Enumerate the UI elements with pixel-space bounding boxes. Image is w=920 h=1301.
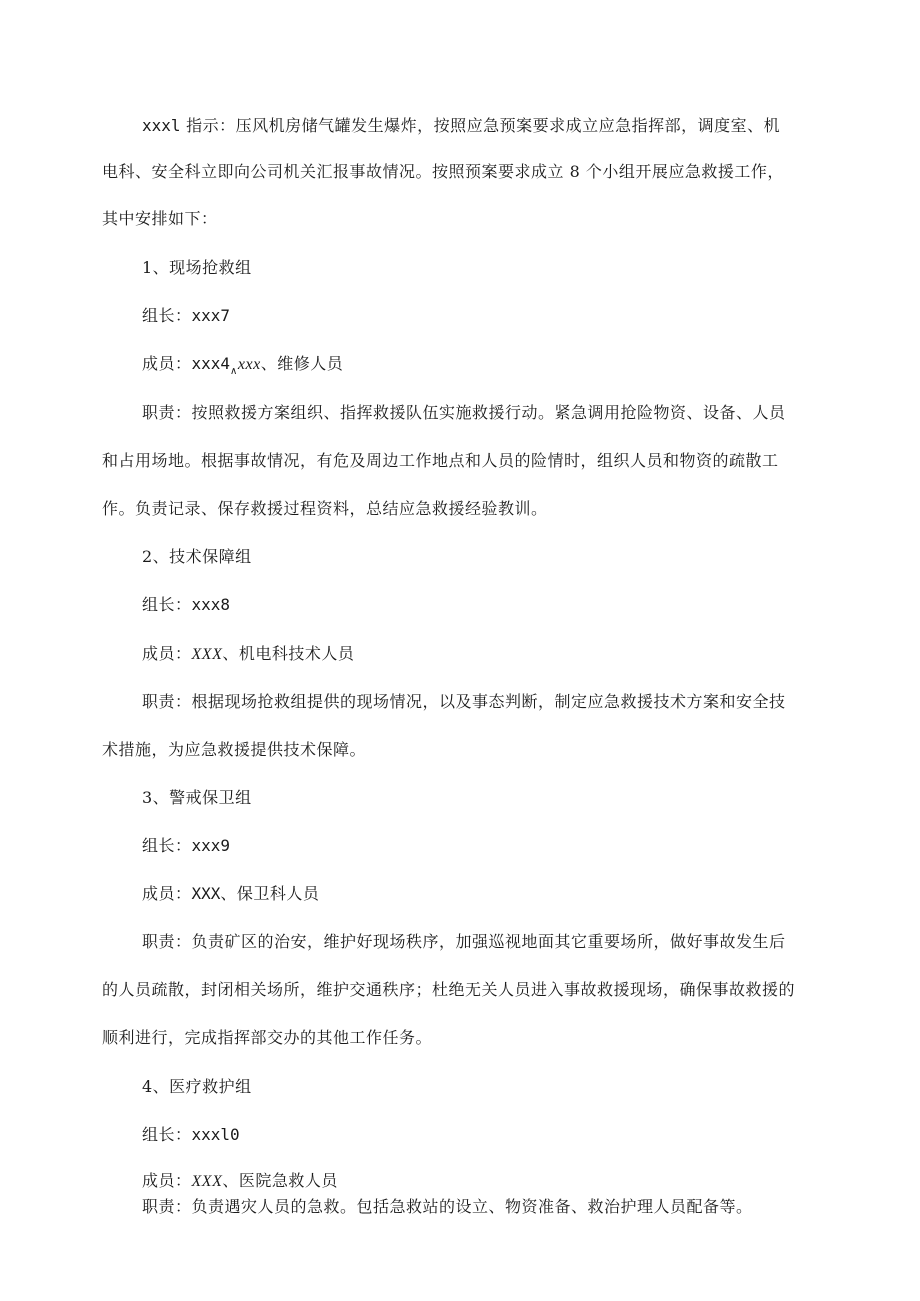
- intro-line-2: 电科、安全科立即向公司机关汇报事故情况。按照预案要求成立 8 个小组开展应急救援工作，: [102, 162, 784, 181]
- group-1-heading: 1、现场抢救组: [142, 258, 252, 277]
- group-1-duty-line-3: 作。负责记录、保存救援过程资料，总结应急救援经验教训。: [102, 499, 548, 518]
- members-rest: 、机电科技术人员: [222, 644, 355, 663]
- group-3-duty-line-2: 的人员疏散，封闭相关场所，维护交通秩序；杜绝无关人员进入事故救援现场，确保事故救援的: [102, 980, 796, 999]
- leader-label: 组长：: [142, 836, 192, 855]
- leader-value: xxx9: [191, 836, 231, 855]
- intro-line-1: [142, 116, 862, 136]
- members-label: 成员：: [142, 644, 192, 663]
- leader-value: xxxl0: [191, 1125, 240, 1144]
- members-sub: ∧: [230, 366, 238, 377]
- group-4-leader: [142, 1125, 862, 1145]
- intro-text-1: 指示：压风机房储气罐发生爆炸，按照应急预案要求成立应急指挥部，调度室、机: [180, 116, 781, 135]
- members-rest: 、医院急救人员: [222, 1171, 338, 1190]
- group-1-leader: [142, 306, 862, 326]
- leader-value: xxx7: [191, 306, 231, 325]
- group-1-duty-line-2: 和占用场地。根据事故情况，有危及周边工作地点和人员的险情时，组织人员和物资的疏散工: [102, 451, 779, 470]
- group-4-members: [142, 1171, 862, 1191]
- members-label: 成员：: [142, 884, 192, 903]
- group-2-duty-line-2: 术措施，为应急救援提供技术保障。: [102, 740, 367, 759]
- group-2-duty-line-1: 职责：根据现场抢救组提供的现场情况，以及事态判断，制定应急救援技术方案和安全技: [142, 692, 786, 711]
- group-4-duty-line-1: 职责：负责遇灾人员的急救。包括急救站的设立、物资准备、救治护理人员配备等。: [142, 1197, 753, 1216]
- group-3-members: [142, 884, 862, 904]
- group-2-leader: [142, 595, 862, 615]
- group-3-leader: [142, 836, 862, 856]
- members-value: xxx4: [191, 354, 231, 373]
- group-1-members: [142, 354, 862, 377]
- intro-code: xxxl: [142, 116, 181, 135]
- leader-value: xxx8: [191, 595, 231, 614]
- group-3-duty-line-3: 顺利进行，完成指挥部交办的其他工作任务。: [102, 1028, 433, 1047]
- leader-label: 组长：: [142, 1125, 192, 1144]
- members-label: 成员：: [142, 1171, 192, 1190]
- intro-line-3: 其中安排如下：: [102, 209, 218, 228]
- members-value: XXX: [191, 884, 221, 903]
- members-italic: XXX: [191, 1173, 223, 1190]
- group-1-duty-line-1: 职责：按照救援方案组织、指挥救援队伍实施救援行动。紧急调用抢险物资、设备、人员: [142, 403, 786, 422]
- group-4-heading: 4、医疗救护组: [142, 1077, 252, 1096]
- group-2-heading: 2、技术保障组: [142, 547, 252, 566]
- leader-label: 组长：: [142, 306, 192, 325]
- members-rest: 、维修人员: [260, 354, 344, 373]
- members-rest: 、保卫科人员: [220, 884, 320, 903]
- leader-label: 组长：: [142, 595, 192, 614]
- group-3-heading: 3、警戒保卫组: [142, 788, 252, 807]
- group-2-members: [142, 644, 862, 664]
- group-3-duty-line-1: 职责：负责矿区的治安，维护好现场秩序，加强巡视地面其它重要场所，做好事故发生后: [142, 932, 786, 951]
- members-label: 成员：: [142, 354, 192, 373]
- members-italic: xxx: [237, 356, 261, 373]
- members-italic: XXX: [191, 646, 223, 663]
